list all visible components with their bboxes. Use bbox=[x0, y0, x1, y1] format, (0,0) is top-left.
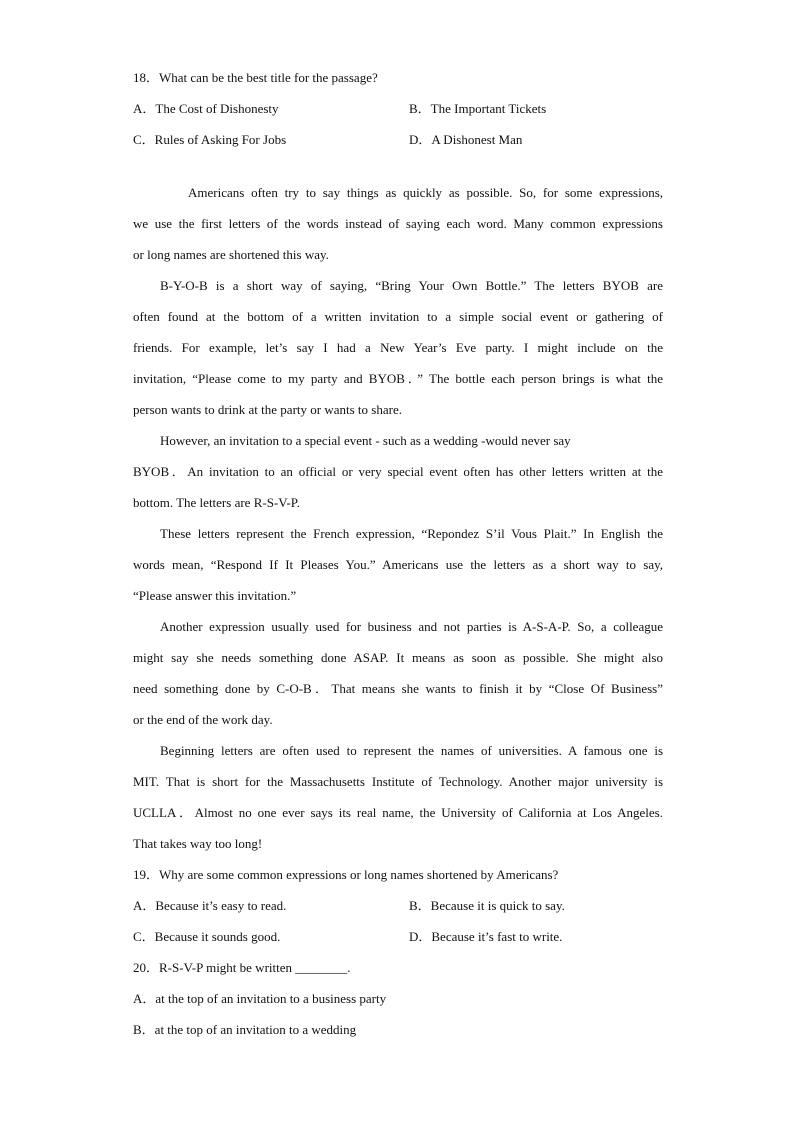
option-c: C．Rules of Asking For Jobs bbox=[133, 132, 287, 147]
passage-line: Beginning letters are often used to represent the names of universities. A famous one is bbox=[160, 743, 663, 758]
question-18: 18．What can be the best title for the passage? bbox=[133, 70, 378, 85]
option-b: B．The Important Tickets bbox=[409, 101, 547, 116]
passage-line: friends. For example, let’s say I had a New Year’s Eve party. I might include on the bbox=[133, 340, 663, 355]
passage-line: These letters represent the French expression, “Repondez S’il Vous Plait.” In English the bbox=[160, 526, 663, 541]
option-a: A．Because it’s easy to read. bbox=[133, 898, 287, 913]
passage-line: However, an invitation to a special event - such as a wedding -would never say bbox=[160, 433, 571, 448]
passage-line: That takes way too long! bbox=[133, 836, 263, 851]
passage-line: MIT. That is short for the Massachusetts Institute of Technology. Another major university is bbox=[133, 774, 663, 789]
spacer bbox=[133, 155, 663, 177]
passage-line: or the end of the work day. bbox=[133, 712, 273, 727]
passage-line: might say she needs something done ASAP. It means as soon as possible. She might also bbox=[133, 650, 663, 665]
passage-line: BYOB．An invitation to an official or very special event often has other letters written at the bbox=[133, 464, 663, 479]
options-row bbox=[133, 921, 663, 952]
passage-line: words mean, “Respond If It Pleases You.” Americans use the letters as a short way to say, bbox=[133, 557, 663, 572]
passage-line: often found at the bottom of a written invitation to a simple social event or gathering of bbox=[133, 309, 663, 324]
passage-line: Americans often try to say things as quickly as possible. So, for some expressions, bbox=[188, 185, 663, 200]
question-20: 20．R-S-V-P might be written ________. bbox=[133, 960, 351, 975]
passage-line: we use the first letters of the words instead of saying each word. Many common expressions bbox=[133, 216, 663, 231]
option-a: A．The Cost of Dishonesty bbox=[133, 101, 279, 116]
passage-line: Another expression usually used for business and not parties is A-S-A-P. So, a colleague bbox=[160, 619, 663, 634]
options-row bbox=[133, 93, 663, 124]
option-b: B．Because it is quick to say. bbox=[409, 898, 565, 913]
passage-line: B-Y-O-B is a short way of saying, “Bring Your Own Bottle.” The letters BYOB are bbox=[160, 278, 663, 293]
option-b: B．at the top of an invitation to a wedding bbox=[133, 1022, 357, 1037]
option-a: A．at the top of an invitation to a business party bbox=[133, 991, 387, 1006]
options-row bbox=[133, 890, 663, 921]
option-c: C．Because it sounds good. bbox=[133, 929, 281, 944]
passage-line: bottom. The letters are R-S-V-P. bbox=[133, 495, 300, 510]
options-row bbox=[133, 124, 663, 155]
document-page bbox=[133, 62, 663, 1045]
passage-line: invitation, “Please come to my party and BYOB．” The bottle each person brings is what the bbox=[133, 371, 663, 386]
passage-line: UCLLA．Almost no one ever says its real name, the University of California at Los Angeles. bbox=[133, 805, 663, 820]
reading-passage bbox=[133, 177, 663, 859]
passage-line: need something done by C-O-B．That means she wants to finish it by “Close Of Business” bbox=[133, 681, 663, 696]
option-d: D．A Dishonest Man bbox=[409, 132, 523, 147]
option-d: D．Because it’s fast to write. bbox=[409, 929, 563, 944]
passage-line: “Please answer this invitation.” bbox=[133, 588, 297, 603]
question-19: 19．Why are some common expressions or long names shortened by Americans? bbox=[133, 867, 559, 882]
passage-line: or long names are shortened this way. bbox=[133, 247, 329, 262]
passage-line: person wants to drink at the party or wants to share. bbox=[133, 402, 402, 417]
